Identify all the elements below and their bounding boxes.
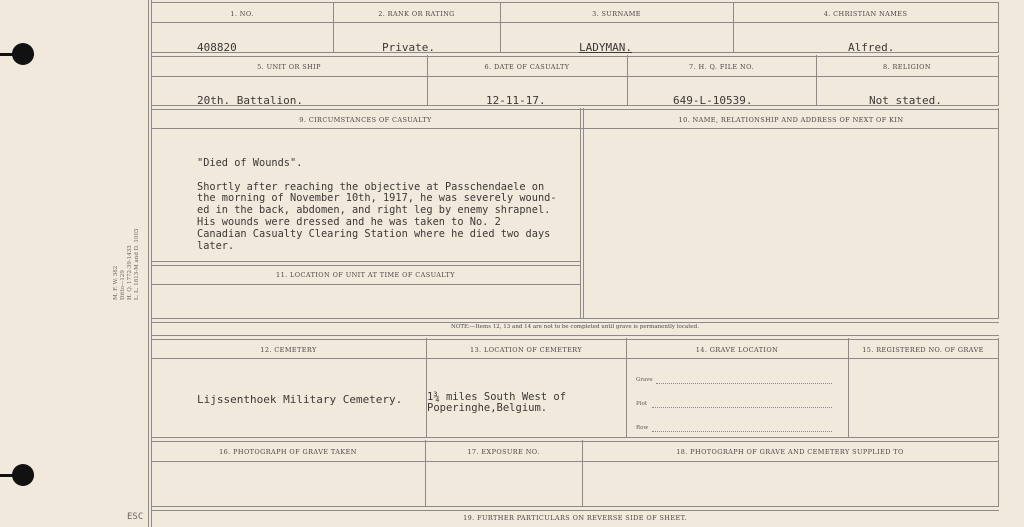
plot-line <box>652 407 832 408</box>
hq-file-value: 649-L-10539. <box>673 94 753 107</box>
religion-value: Not stated. <box>869 94 942 107</box>
rule <box>151 261 581 266</box>
rule <box>151 22 999 23</box>
rule <box>151 128 999 129</box>
header-christian-names: 4. CHRISTIAN NAMES <box>823 10 908 18</box>
rule <box>151 2 999 3</box>
header-hq-file: 7. H. Q. FILE NO. <box>689 63 754 71</box>
header-date: 6. DATE OF CASUALTY <box>484 63 570 71</box>
rule <box>151 461 999 462</box>
unit-value: 20th. Battalion. <box>197 94 303 107</box>
margin-line-outer <box>148 0 149 527</box>
rule <box>583 108 584 318</box>
header-no: 1. NO. <box>230 10 254 18</box>
christian-names-value: Alfred. <box>848 41 895 54</box>
plot-label: Plot <box>636 401 647 407</box>
cemetery-value: Lijssenthoek Military Cemetery. <box>197 393 403 406</box>
row-label: Row <box>636 425 649 431</box>
side-text-line: H. Q. 1772-39-1433 <box>127 245 133 300</box>
header-location-of-cemetery: 13. LOCATION OF CEMETERY <box>469 346 583 354</box>
header-photo-taken: 16. PHOTOGRAPH OF GRAVE TAKEN <box>219 448 357 456</box>
surname-value: LADYMAN. <box>579 41 632 54</box>
circumstances-text: "Died of Wounds". Shortly after reaching the objective at Passchendaele on the morning of November 10th, 1917, he was severely wound- ed in the back, abdomen, and right leg by enemy shrapnel. His wounds were dressed and he was taken to No. 2 Canadian Casualty Clearing Station where he died two days later. <box>197 157 557 252</box>
header-unit: 5. UNIT OR SHIP <box>257 63 321 71</box>
cemetery-location-value: 1¾ miles South West of Poperinghe,Belgium. <box>427 391 567 414</box>
rule <box>151 76 999 77</box>
rule <box>998 440 999 507</box>
date-value: 12-11-17. <box>486 94 546 107</box>
header-religion: 8. RELIGION <box>883 63 931 71</box>
header-next-of-kin: 10. NAME, RELATIONSHIP AND ADDRESS OF NEXT OF KIN <box>678 116 904 124</box>
rule <box>151 318 999 323</box>
rule <box>998 55 999 106</box>
rule <box>151 284 581 285</box>
grave-line <box>656 383 832 384</box>
header-surname: 3. SURNAME <box>592 10 641 18</box>
header-exposure: 17. EXPOSURE NO. <box>467 448 540 456</box>
side-text-line: M. F. W. 382 <box>113 265 119 300</box>
punch-bar-top <box>0 53 34 56</box>
header-registered-no: 15. REGISTERED NO. OF GRAVE <box>862 346 984 354</box>
punch-bar-bottom <box>0 474 34 477</box>
side-text-line: L. L. 1813-M and D. 1003 <box>134 228 140 300</box>
header-grave-location: 14. GRAVE LOCATION <box>695 346 779 354</box>
rule <box>151 437 999 442</box>
rule <box>151 358 999 359</box>
header-further-particulars: 19. FURTHER PARTICULARS ON REVERSE SIDE OF SHEET. <box>463 514 687 522</box>
service-number: 408820 <box>197 41 237 54</box>
rank-value: Private. <box>382 41 435 54</box>
rule <box>151 335 999 340</box>
header-photo-supplied: 18. PHOTOGRAPH OF GRAVE AND CEMETERY SUPPLIED TO <box>676 448 904 456</box>
rule <box>151 506 999 511</box>
rule <box>580 108 581 318</box>
rule <box>998 338 999 438</box>
esc-stamp: ESC <box>127 512 144 522</box>
grave-label: Grave <box>636 377 653 383</box>
header-rank: 2. RANK OR RATING <box>378 10 455 18</box>
header-cemetery: 12. CEMETERY <box>260 346 317 354</box>
side-text-line: Ditto—129 <box>120 270 126 300</box>
note-text: NOTE:—Items 12, 13 and 14 are not to be completed until grave is permanently located. <box>451 324 699 330</box>
rule <box>998 108 999 318</box>
side-reference-text <box>113 229 141 300</box>
rule <box>998 2 999 53</box>
header-location-of-unit: 11. LOCATION OF UNIT AT TIME OF CASUALTY <box>276 271 455 279</box>
header-circumstances: 9. CIRCUMSTANCES OF CASUALTY <box>299 116 432 124</box>
row-line <box>652 431 832 432</box>
